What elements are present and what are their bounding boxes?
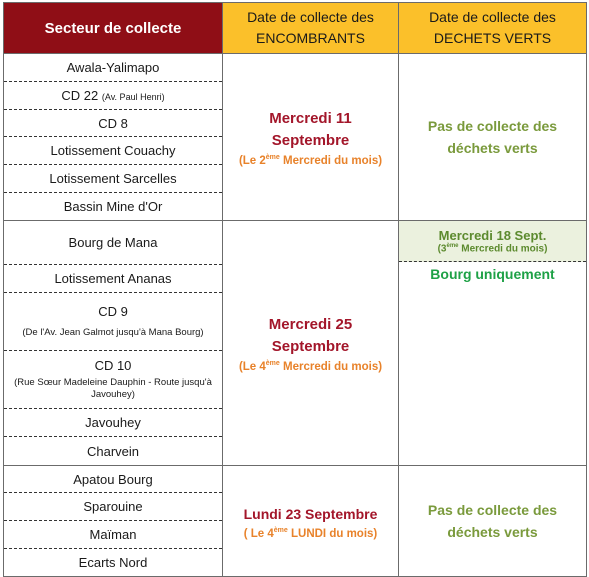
sector-item: [4, 351, 222, 409]
schedule-table: [3, 2, 587, 577]
group1-sectors: [4, 54, 223, 221]
sector-item: Ecarts Nord: [78, 555, 148, 570]
enc-date-line1: Lundi 23 Septembre: [243, 505, 378, 522]
dv-line1: Pas de collecte des: [427, 502, 558, 518]
header-sector: Secteur de collecte: [4, 3, 223, 54]
header-dechets-verts: [399, 3, 587, 54]
group3-dechets-verts: [399, 466, 587, 577]
group2-row: [4, 221, 587, 466]
enc-date-line1: Mercredi 25: [268, 315, 353, 333]
group1-dechets-verts: [399, 54, 587, 221]
group1-encombrants: [223, 54, 399, 221]
sector-item: [4, 293, 222, 351]
dv-note: (3ème Mercredi du mois): [437, 242, 548, 255]
header-dechets-verts-line1: Date de collecte des: [429, 9, 556, 25]
enc-note: ( Le 4ème LUNDI du mois): [243, 526, 378, 540]
header-row: [4, 3, 587, 54]
sector-label: CD 10: [94, 358, 132, 373]
sector-label: CD 9: [98, 304, 128, 319]
sector-item: Lotissement Sarcelles: [4, 165, 222, 193]
group1-row: [4, 54, 587, 221]
header-encombrants-line1: Date de collecte des: [247, 9, 374, 25]
header-encombrants: [223, 3, 399, 54]
dv-date: Mercredi 18 Sept.: [438, 227, 547, 243]
group2-sectors: [4, 221, 223, 466]
sector-item: Lotissement Ananas: [4, 265, 222, 293]
dv-bourg: Bourg uniquement: [430, 266, 555, 282]
dv-line2: déchets verts: [447, 140, 538, 156]
sector-item: Javouhey: [4, 409, 222, 437]
sector-label: CD 22: [61, 88, 99, 103]
sector-item: CD 8: [4, 110, 222, 137]
group2-dechets-verts: [399, 221, 587, 466]
sector-note: (Av. Paul Henri): [101, 92, 165, 102]
dv-highlight: [399, 221, 586, 262]
sector-item: Sparouine: [4, 493, 222, 521]
sector-item: Bassin Mine d'Or: [63, 199, 163, 214]
enc-date-line2: Septembre: [271, 337, 350, 355]
sector-item: Lotissement Couachy: [4, 137, 222, 165]
header-encombrants-line2: ENCOMBRANTS: [256, 30, 365, 46]
sector-item: Maïman: [4, 521, 222, 549]
group2-encombrants: [223, 221, 399, 466]
header-dechets-verts-line2: DECHETS VERTS: [433, 30, 552, 46]
group3-row: [4, 466, 587, 577]
dv-line1: Pas de collecte des: [427, 118, 558, 134]
sector-item: Apatou Bourg: [4, 466, 222, 493]
sector-item: Bourg de Mana: [4, 221, 222, 265]
dv-line2: déchets verts: [447, 524, 538, 540]
sector-note: (Rue Sœur Madeleine Dauphin - Route jusqu'à Javouhey): [14, 377, 212, 400]
enc-date-line2: Septembre: [271, 131, 350, 149]
enc-date-line1: Mercredi 11: [269, 109, 352, 127]
group3-encombrants: [223, 466, 399, 577]
sector-item: Charvein: [86, 443, 140, 459]
sector-item: Awala-Yalimapo: [4, 54, 222, 82]
collection-schedule: [3, 2, 586, 568]
sector-item: [4, 82, 222, 110]
sector-note: (De l'Av. Jean Galmot jusqu'à Mana Bourg): [22, 327, 204, 338]
group3-sectors: [4, 466, 223, 577]
enc-note: (Le 4ème Mercredi du mois): [238, 359, 383, 373]
enc-note: (Le 2ème Mercredi du mois): [238, 153, 383, 167]
